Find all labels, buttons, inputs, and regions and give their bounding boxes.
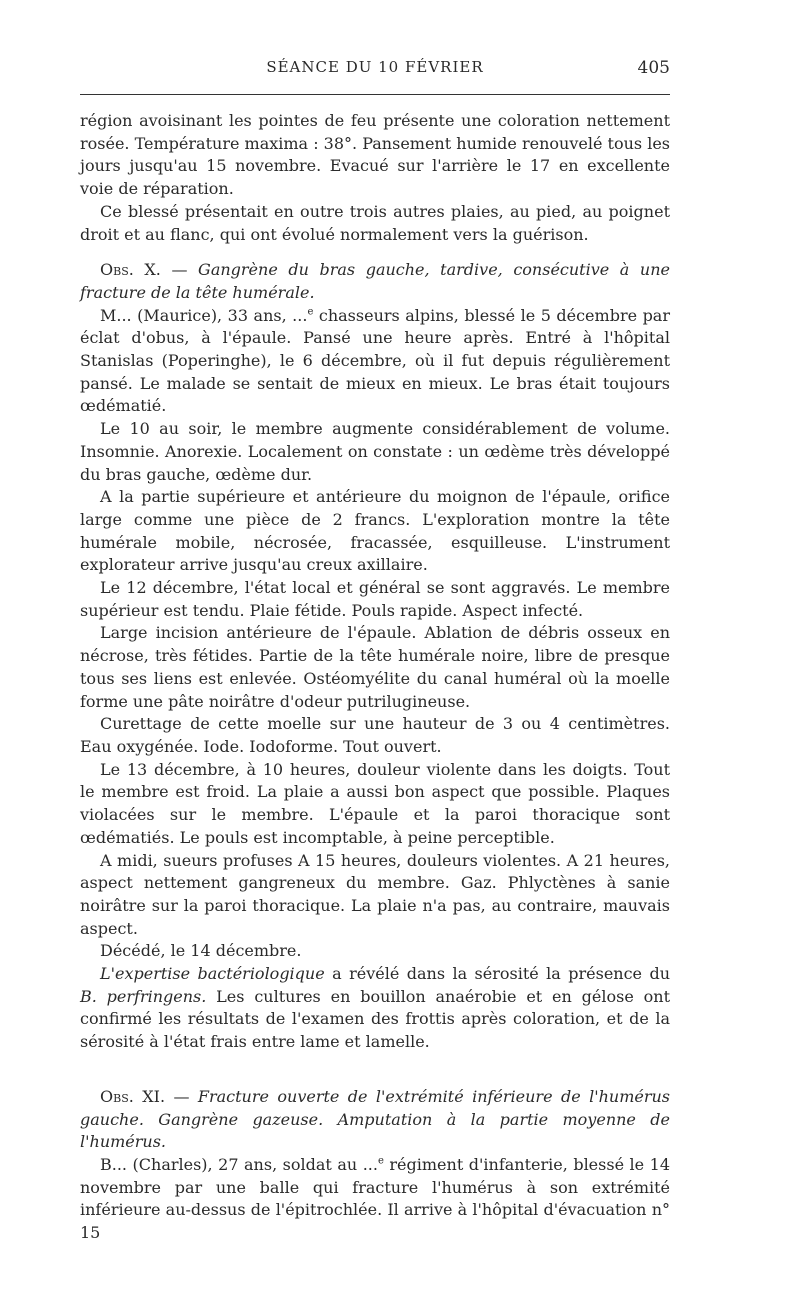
text-run: a révélé dans la sérosité la présence du [324,964,670,984]
paragraph [80,963,670,1054]
text-run: Les cultures en bouillon anaérobie et en gélose ont confirmé les résultats de l'examen des frottis après coloration, et de la sérosité à l'état frais entre lame et lamelle. [80,986,670,1052]
paragraph: région avoisinant les pointes de feu présente une coloration nettement rosée. Température maxima : 38°. Pansement humide renouvelé tous les jours jusqu'au 15 novembre. Evacué sur l'arrière le 17 en excellente voie de réparation. [80,111,670,199]
observation-label: Obs. XI. [100,1086,166,1106]
paragraph [80,305,670,419]
text-run: chasseurs alpins, blessé le 5 décembre par éclat d'obus, à l'épaule. Pansé une heure après. Entré à l'hôpital Stanislas (Poperinghe), le 6 décembre, où il fut depuis régulièrement pansé. Le malade se sentait de mieux en mieux. Le bras était toujours œdématié. [80,305,670,416]
text-run: B... (Charles), 27 ans, soldat au ... [100,1154,378,1174]
paragraph: Le 12 décembre, l'état local et général se sont aggravés. Le membre supérieur est tendu. Plaie fétide. Pouls rapide. Aspect infecté. [80,578,670,620]
paragraph: A midi, sueurs profuses A 15 heures, douleurs violentes. A 21 heures, aspect nettement gangreneux du membre. Gaz. Phlyctènes à sanie noirâtre sur la paroi thoracique. La plaie n'a pas, au contraire, mauvais aspect. [80,850,670,938]
paragraph: A la partie supérieure et antérieure du moignon de l'épaule, orifice large comme une pièce de 2 francs. L'exploration montre la tête humérale mobile, nécrosée, fracassée, esquilleuse. L'instrument explorateur arrive jusqu'au creux axillaire. [80,487,670,575]
observation-label: Obs. X. [100,260,161,280]
running-header [80,58,670,84]
paragraph: Le 13 décembre, à 10 heures, douleur violente dans les doigts. Tout le membre est froid. La plaie a aussi bon aspect que possible. Plaques violacées sur le membre. L'épaule et la paroi thoracique sont œdématiés. Le pouls est incomptable, à peine perceptible. [80,759,670,847]
book-page [80,58,670,1245]
paragraph: Décédé, le 14 décembre. [100,941,302,961]
paragraph: Curettage de cette moelle sur une hauteur de 3 ou 4 centimètres. Eau oxygénée. Iode. Iodoforme. Tout ouvert. [80,714,670,756]
observation-title: Gangrène du bras gauche, tardive, consécutive à une fracture de la tête humérale. [80,260,670,302]
text-run: M... (Maurice), 33 ans, ... [100,305,308,325]
superscript: e [377,1155,384,1167]
page-number: 405 [637,58,670,78]
dash: — [165,1086,198,1106]
observation-heading [80,259,670,304]
observation-title: Fracture ouverte de l'extrémité inférieure de l'humérus gauche. Gangrène gazeuse. Amputation à la partie moyenne de l'humérus. [80,1086,671,1152]
paragraph [80,1154,670,1245]
paragraph: Ce blessé présentait en outre trois autres plaies, au pied, au poignet droit et au flanc, qui ont évolué normalement vers la guérison. [80,201,670,244]
paragraph: Le 10 au soir, le membre augmente considérablement de volume. Insomnie. Anorexie. Localement on constate : un œdème très développé du bras gauche, œdème dur. [80,419,670,484]
italic-run: L'expertise bactériologique [100,964,325,984]
text-run: régiment d'infanterie, blessé le 14 novembre par une balle qui fracture l'humérus à son extrémité inférieure au-dessus de l'épitrochlée. Il arrive à l'hôpital d'évacuation n° 15 [80,1154,671,1243]
paragraph: Large incision antérieure de l'épaule. Ablation de débris osseux en nécrose, très fétides. Partie de la tête humérale noire, libre de presque tous ses liens est enlevée. Ostéomyélite du canal huméral où la moelle forme une pâte noirâtre d'odeur putrilugineuse. [80,623,670,711]
header-rule [80,94,670,95]
header-title: SÉANCE DU 10 FÉVRIER [266,58,484,76]
observation-heading [80,1086,670,1154]
italic-run: B. perfringens. [80,986,207,1006]
dash: — [160,260,199,280]
superscript: e [307,306,314,318]
